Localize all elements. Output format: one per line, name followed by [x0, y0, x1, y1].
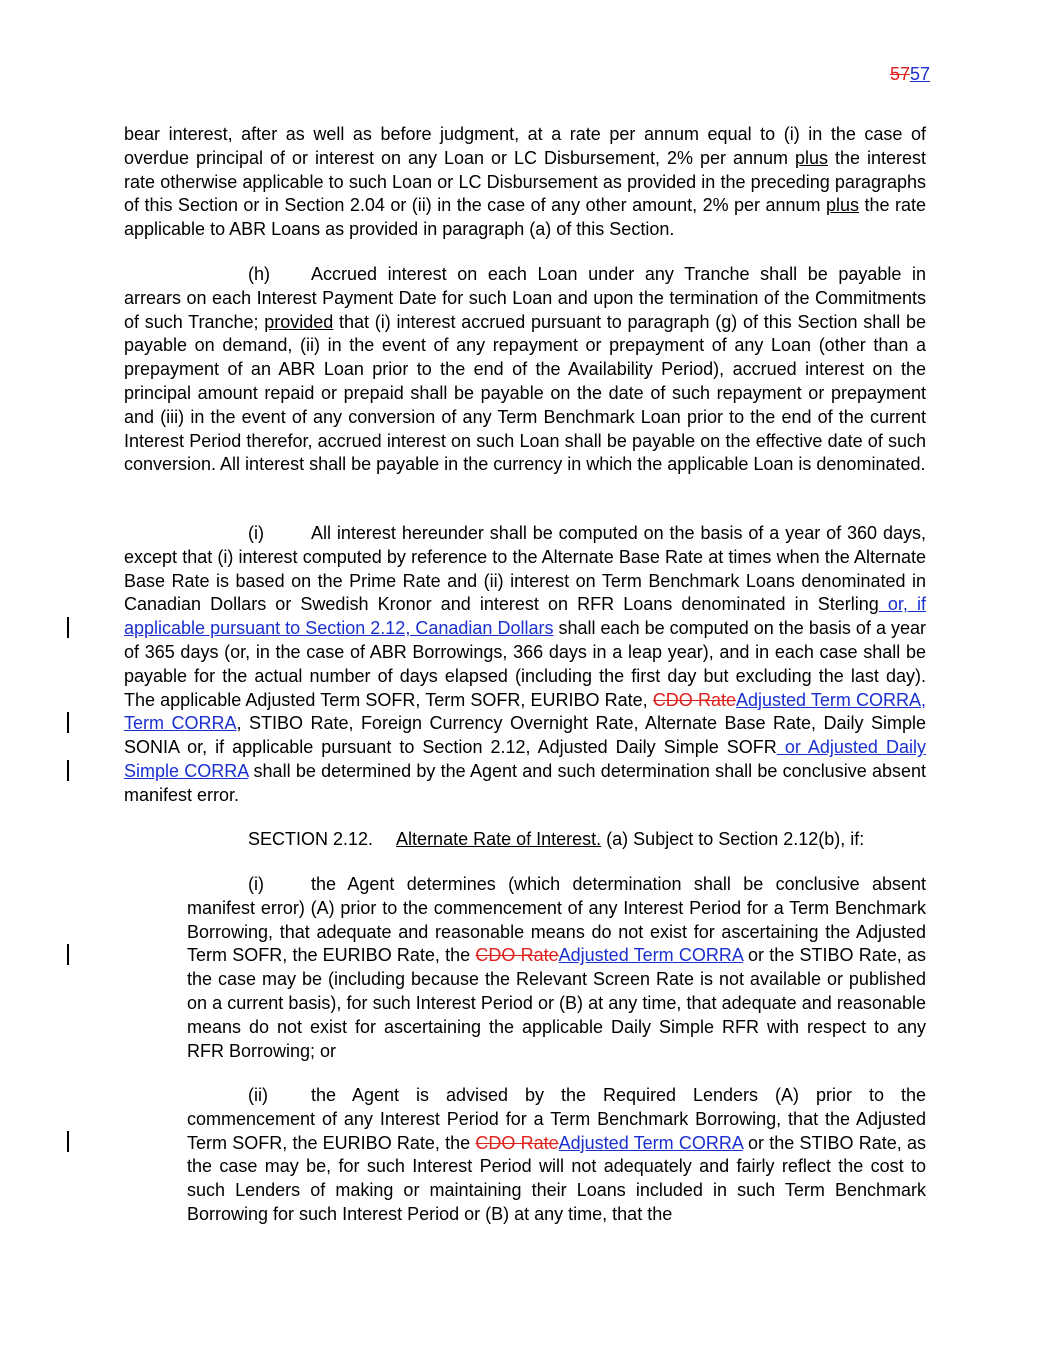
section-title: Alternate Rate of Interest.	[396, 829, 602, 849]
change-bar	[67, 1131, 69, 1152]
page-number-deleted: 57	[889, 64, 910, 84]
page-number-inserted: 57	[909, 64, 930, 84]
text: Accrued interest on each Loan under any Tranche shall be payable in arrears on each Interest Payment Date for such Loan and upon the termination of the Commitments of such Tranche;	[124, 264, 926, 332]
inserted-text: Adjusted Term CORRA, Term CORRA	[124, 689, 926, 734]
text: shall be determined by the Agent and such determination shall be conclusive absent manifest error.	[124, 760, 927, 805]
text: the Agent determines (which determination shall be conclusive absent manifest error) (A) prior to the commencement of any Interest Period for a Term Benchmark Borrowing, that adequate and reasonable means do not exist for ascertaining the Adjusted Term SOFR, the EURIBO Rate, the	[187, 874, 926, 966]
section-number: SECTION 2.12.	[248, 829, 374, 849]
underlined-term: plus	[826, 195, 860, 216]
paragraph-label: (i)	[248, 523, 264, 543]
text: bear interest, after as well as before judgment, at a rate per annum equal to (i) in the case of overdue principal of or interest on any Loan or LC Disbursement, 2% per annum	[124, 124, 926, 168]
change-bar	[67, 944, 69, 965]
page-number	[890, 64, 930, 85]
section-heading	[124, 828, 926, 852]
text: that (i) interest accrued pursuant to paragraph (g) of this Section shall be payable on demand, (ii) in the event of any repayment or prepayment of any Loan (other than a prepayment of an ABR Loan prior to the end of the Availability Period), accrued interest on the principal amount repaid or prepaid shall be payable on the date of such repayment or prepayment and (iii) in the event of any conversion of any Term Benchmark Loan prior to the end of the current Interest Period therefor, accrued interest on such Loan shall be payable on the effective date of such conversion. All interest shall be payable in the currency in which the applicable Loan is denominated.	[124, 311, 927, 475]
text: shall each be computed on the basis of a year of 365 days (or, in the case of ABR Borrowings, 366 days in a leap year), and in each case shall be payable for the actual number of days elapsed (including the first day but excluding the last day). The applicable Adjusted Term SOFR, Term SOFR, EURIBO Rate,	[124, 618, 927, 710]
paragraph-label: (h)	[248, 264, 270, 284]
deleted-text: CDO Rate	[475, 1132, 559, 1153]
text: the Agent is advised by the Required Lenders (A) prior to the commencement of any Interest Period for a Term Benchmark Borrowing, that the Adjusted Term SOFR, the EURIBO Rate, the	[187, 1085, 926, 1153]
text: or the STIBO Rate, as the case may be, for such Interest Period will not adequately and fairly reflect the cost to such Lenders of making or maintaining their Loans included in such Term Benchmark Borrowing for such Interest Period or (B) at any time, that the	[187, 1132, 926, 1224]
clause-ii	[187, 1084, 926, 1227]
change-bar	[67, 617, 69, 638]
text: the interest rate otherwise applicable to such Loan or LC Disbursement as provided in the preceding paragraphs of this Section or in Section 2.04 or (ii) in the case of any other amount, 2% per annum	[124, 147, 926, 216]
inserted-text: Adjusted Term CORRA	[558, 945, 743, 966]
paragraph-h	[124, 263, 926, 477]
change-bar	[67, 712, 69, 733]
text: All interest hereunder shall be computed on the basis of a year of 360 days, except that (i) interest computed by reference to the Alternate Base Rate at times when the Alternate Base Rate is based on the Prime Rate and (ii) interest on Term Benchmark Loans denominated in Canadian Dollars or Swedish Kronor and interest on RFR Loans denominated in Sterling	[124, 523, 926, 615]
change-bar	[67, 760, 69, 781]
clause-label: (i)	[248, 874, 264, 894]
clause-i	[187, 873, 926, 1063]
paragraph-continuation	[124, 123, 926, 242]
deleted-text: CDO Rate	[652, 689, 736, 710]
text: or the STIBO Rate, as the case may be (including because the Relevant Screen Rate is not available or published on a current basis), for such Interest Period or (B) at any time, that adequate and reasonable means do not exist for ascertaining the applicable Daily Simple RFR with respect to any RFR Borrowing; or	[187, 945, 926, 1061]
clause-label: (ii)	[248, 1085, 268, 1105]
inserted-text: Adjusted Term CORRA	[558, 1132, 743, 1153]
inserted-text: or Adjusted Daily Simple CORRA	[124, 737, 926, 781]
deleted-text: CDO Rate	[475, 945, 559, 966]
underlined-term: provided	[264, 311, 334, 332]
text: (a) Subject to Section 2.12(b), if:	[601, 829, 865, 849]
text: , STIBO Rate, Foreign Currency Overnight Rate, Alternate Base Rate, Daily Simple SONIA or, if applicable pursuant to Section 2.12, Adjusted Daily Simple SOFR	[124, 713, 926, 758]
paragraph-i	[124, 522, 926, 808]
underlined-term: plus	[794, 147, 828, 168]
inserted-text: or, if applicable pursuant to Section 2.12, Canadian Dollars	[124, 594, 926, 639]
text: the rate applicable to ABR Loans as provided in paragraph (a) of this Section.	[124, 195, 926, 240]
